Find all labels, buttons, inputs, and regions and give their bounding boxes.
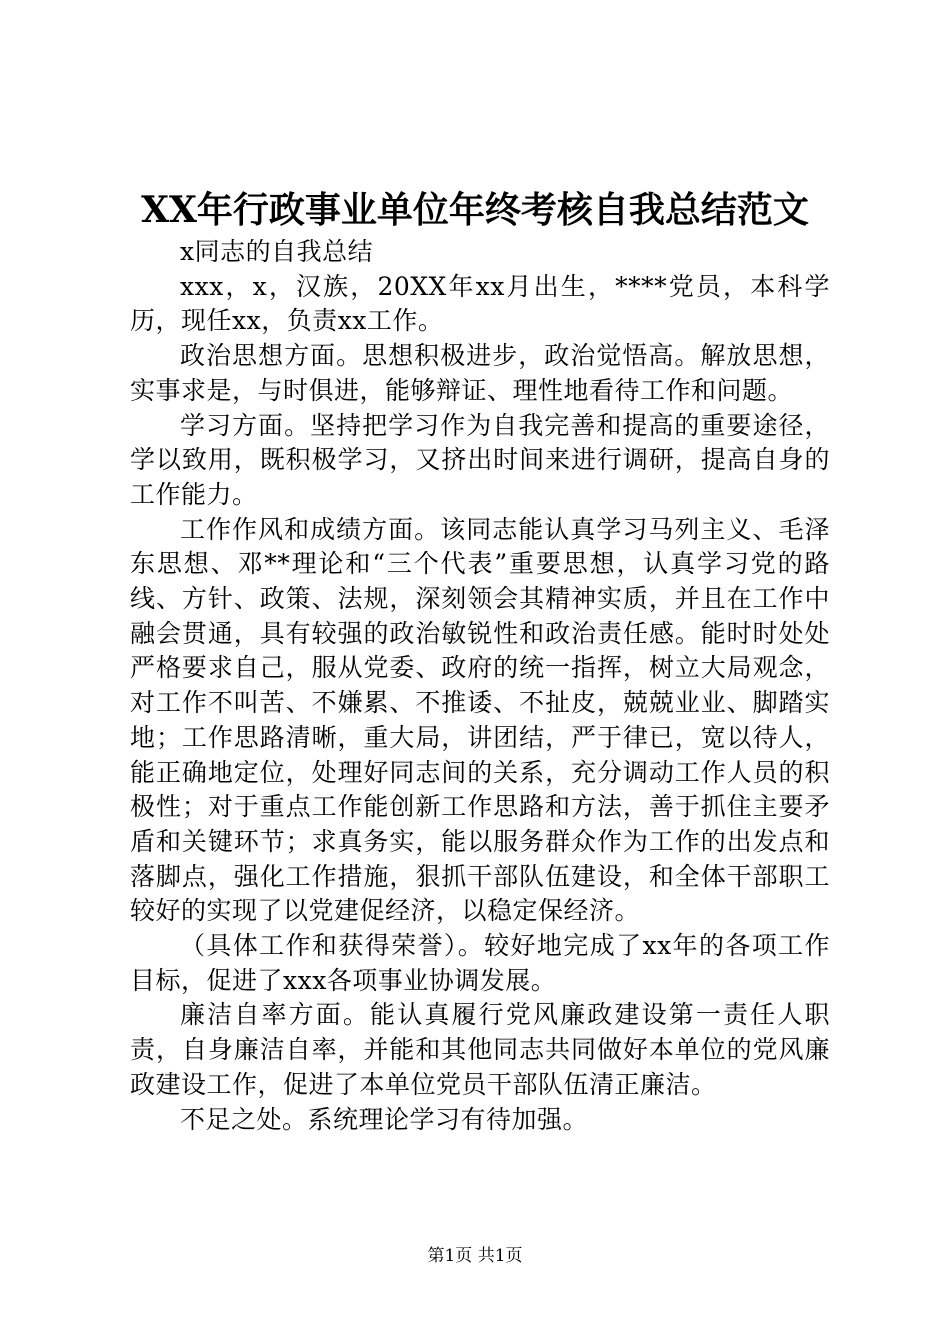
paragraph-personal-info: xxx，x，汉族，20XX年xx月出生，****党员，本科学历，现任xx，负责xx工作。 bbox=[130, 271, 830, 336]
paragraph-study: 学习方面。坚持把学习作为自我完善和提高的重要途径，学以致用，既积极学习，又挤出时间来进行调研，提高自身的工作能力。 bbox=[130, 410, 830, 509]
paragraph-shortcomings: 不足之处。系统理论学习有待加强。 bbox=[180, 1104, 589, 1134]
document-body bbox=[130, 235, 830, 1137]
document-title: XX年行政事业单位年终考核自我总结范文 bbox=[141, 189, 809, 231]
page-footer: 第1页 共1页 bbox=[427, 1246, 523, 1266]
paragraph-work-style: 工作作风和成绩方面。该同志能认真学习马列主义、毛泽东思想、邓**理论和“三个代表”重要思想，认真学习党的路线、方针、政策、法规，深刻领会其精神实质，并且在工作中融会贯通，具有较强的政治敏锐性和政治责任感。能时时处处严格要求自己，服从党委、政府的统一指挥，树立大局观念，对工作不叫苦、不嫌累、不推诿、不扯皮，兢兢业业、脚踏实地；工作思路清晰，重大局，讲团结，严于律已，宽以待人，能正确地定位，处理好同志间的关系，充分调动工作人员的积极性；对于重点工作能创新工作思路和方法，善于抓住主要矛盾和关键环节；求真务实，能以服务群众作为工作的出发点和落脚点，强化工作措施，狠抓干部队伍建设，和全体干部职工较好的实现了以党建促经济，以稳定保经济。 bbox=[130, 514, 830, 926]
paragraph-achievements: （具体工作和获得荣誉）。较好地完成了xx年的各项工作目标，促进了xxx各项事业协调发展。 bbox=[130, 931, 830, 995]
paragraph-political: 政治思想方面。思想积极进步，政治觉悟高。解放思想，实事求是，与时俱进，能够辩证、理性地看待工作和问题。 bbox=[130, 341, 830, 405]
paragraph-integrity: 廉洁自率方面。能认真履行党风廉政建设第一责任人职责，自身廉洁自率，并能和其他同志共同做好本单位的党风廉政建设工作，促进了本单位党员干部队伍清正廉洁。 bbox=[130, 1000, 830, 1099]
paragraph-heading: x同志的自我总结 bbox=[180, 237, 374, 266]
